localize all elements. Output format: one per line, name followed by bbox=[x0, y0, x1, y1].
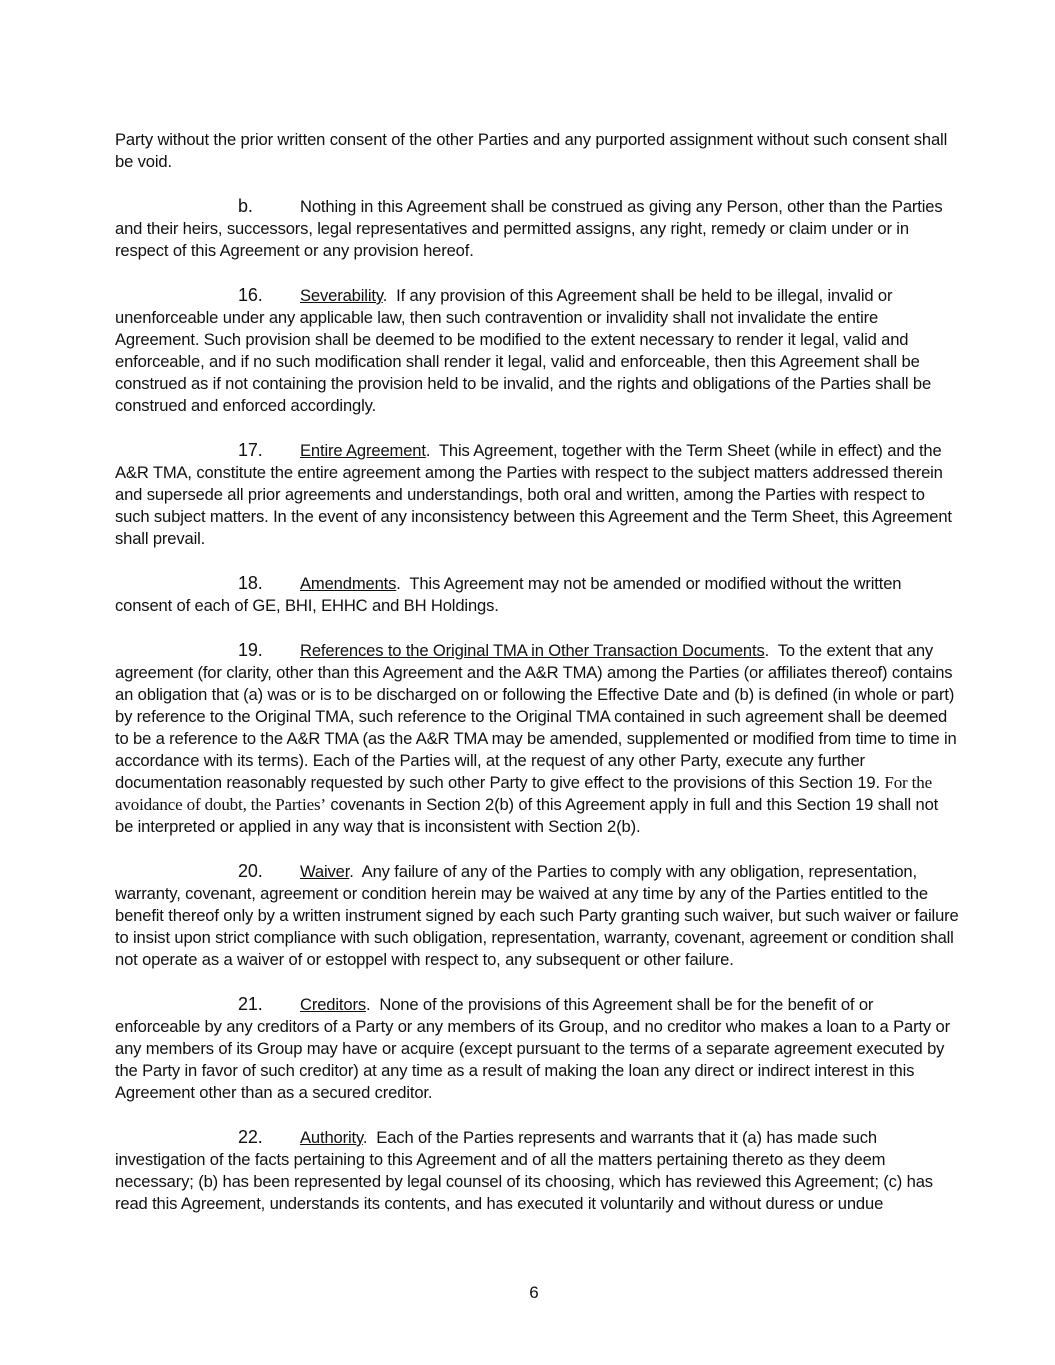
section-19: 19. References to the Original TMA in Other Transaction Documents. To the extent that any agreement (for clarity, other than this Agreement and the A&R TMA) among the Parties (or affiliates thereof) contains an obligation that (a) was or is to be discharged on or following the Effective Date and (b) is defined (in whole or part) by reference to the Original TMA, such reference to the Original TMA contained in such agreement shall be deemed to be a reference to the A&R TMA (as the A&R TMA may be amended, supplemented or modified from time to time in accordance with its terms). Each of the Parties will, at the request of any other Party, execute any further documentation reasonably requested by such other Party to give effect to the provisions of this Section 19. For the avoidance of doubt, the Parties’ covenants in Section 2(b) of this Agreement apply in full and this Section 19 shall not be interpreted or applied in any way that is inconsistent with Section 2(b). bbox=[115, 640, 957, 836]
section-text: This Agreement may not be amended or modified without the written consent of each of GE, BHI, EHHC and BH Holdings. bbox=[115, 574, 902, 615]
section-number: 20. bbox=[238, 861, 263, 881]
section-22: 22. Authority. Each of the Parties represents and warrants that it (a) has made such investigation of the facts pertaining to this Agreement and of all the matters pertaining thereto as they deem necessary; (b) has been represented by legal counsel of its choosing, which has reviewed this Agreement; (c) has read this Agreement, understands its contents, and has executed it voluntarily and without duress or undue bbox=[115, 1127, 933, 1213]
section-heading: References to the Original TMA in Other Transaction Documents bbox=[300, 641, 765, 660]
section-text-serif: For the avoidance of doubt, the Parties’ bbox=[115, 773, 932, 814]
section-heading: Waiver bbox=[300, 862, 350, 881]
section-20: 20. Waiver. Any failure of any of the Parties to comply with any obligation, representation, warranty, covenant, agreement or condition herein may be waived at any time by any of the Parties entitled to the benefit thereof only by a written instrument signed by each such Party granting such waiver, but such waiver or failure to insist upon strict compliance with such obligation, representation, warranty, covenant, agreement or condition shall not operate as a waiver of or estoppel with respect to, any subsequent or other failure. bbox=[115, 861, 959, 969]
page-number: 6 bbox=[529, 1283, 539, 1302]
section-number: 17. bbox=[238, 440, 263, 460]
section-text: To the extent that any agreement (for clarity, other than this Agreement and the A&R TMA) among the Parties (or affiliates thereof) contains an obligation that (a) was or is to be discharged on or following the Effective Date and (b) is defined (in whole or part) by reference to the Original TMA, such reference to the Original TMA contained in such agreement shall be deemed to be a reference to the A&R TMA (as the A&R TMA may be amended, supplemented or modified from time to time in accordance with its terms). Each of the Parties will, at the request of any other Party, execute any further documentation reasonably requested by such other Party to give effect to the provisions of this Section 19. bbox=[115, 641, 957, 792]
section-text: None of the provisions of this Agreement shall be for the benefit of or enforceable by any creditors of a Party or any members of its Group, and no creditor who makes a loan to a Party or any members of its Group may have or acquire (except pursuant to the terms of a separate agreement executed by the Party in favor of such creditor) at any time as a result of making the loan any direct or indirect interest in this Agreement other than as a secured creditor. bbox=[115, 995, 950, 1102]
section-number: 21. bbox=[238, 994, 263, 1014]
section-18: 18. Amendments. This Agreement may not be amended or modified without the written consent of each of GE, BHI, EHHC and BH Holdings. bbox=[115, 573, 902, 615]
section-number: 19. bbox=[238, 640, 263, 660]
section-number: 16. bbox=[238, 285, 263, 305]
section-number: 18. bbox=[238, 573, 263, 593]
section-text-tail: covenants in Section 2(b) of this Agreement apply in full and this Section 19 shall not be interpreted or applied in any way that is inconsistent with Section 2(b). bbox=[115, 795, 939, 836]
section-text: Each of the Parties represents and warrants that it (a) has made such investigation of the facts pertaining to this Agreement and of all the matters pertaining thereto as they deem necessary; (b) has been represented by legal counsel of its choosing, which has reviewed this Agreement; (c) has read this Agreement, understands its contents, and has executed it voluntarily and without duress or undue bbox=[115, 1128, 933, 1213]
section-16: 16. Severability. If any provision of this Agreement shall be held to be illegal, invalid or unenforceable under any applicable law, then such contravention or invalidity shall not invalidate the entire Agreement. Such provision shall be deemed to be modified to the extent necessary to render it legal, valid and enforceable, and if no such modification shall render it legal, valid and enforceable, then this Agreement shall be construed as if not containing the provision held to be invalid, and the rights and obligations of the Parties shall be construed and enforced accordingly. bbox=[115, 285, 932, 415]
section-17: 17. Entire Agreement. This Agreement, together with the Term Sheet (while in effect) and the A&R TMA, constitute the entire agreement among the Parties with respect to the subject matters addressed therein and supersede all prior agreements and understandings, both oral and written, among the Parties with respect to such subject matters. In the event of any inconsistency between this Agreement and the Term Sheet, this Agreement shall prevail. bbox=[115, 440, 952, 548]
paragraph-text: Nothing in this Agreement shall be construed as giving any Person, other than the Parties and their heirs, successors, legal representatives and permitted assigns, any right, remedy or claim under or in respect of this Agreement or any provision hereof. bbox=[115, 197, 943, 260]
section-text: If any provision of this Agreement shall be held to be illegal, invalid or unenforceable under any applicable law, then such contravention or invalidity shall not invalidate the entire Agreement. Such provision shall be deemed to be modified to the extent necessary to render it legal, valid and enforceable, and if no such modification shall render it legal, valid and enforceable, then this Agreement shall be construed as if not containing the provision held to be invalid, and the rights and obligations of the Parties shall be construed and enforced accordingly. bbox=[115, 286, 932, 415]
section-number: 22. bbox=[238, 1127, 263, 1147]
section-text: Any failure of any of the Parties to comply with any obligation, representation, warranty, covenant, agreement or condition herein may be waived at any time by any of the Parties entitled to the benefit thereof only by a written instrument signed by each such Party granting such waiver, but such waiver or failure to insist upon strict compliance with such obligation, representation, warranty, covenant, agreement or condition shall not operate as a waiver of or estoppel with respect to, any subsequent or other failure. bbox=[115, 862, 959, 969]
section-heading: Authority bbox=[300, 1128, 363, 1147]
section-heading: Entire Agreement bbox=[300, 441, 426, 460]
section-heading: Creditors bbox=[300, 995, 366, 1014]
document-body bbox=[115, 129, 960, 1237]
continuation-paragraph: Party without the prior written consent of the other Parties and any purported assignment without such consent shall be void. bbox=[115, 130, 948, 171]
section-21: 21. Creditors. None of the provisions of this Agreement shall be for the benefit of or enforceable by any creditors of a Party or any members of its Group, and no creditor who makes a loan to a Party or any members of its Group may have or acquire (except pursuant to the terms of a separate agreement executed by the Party in favor of such creditor) at any time as a result of making the loan any direct or indirect interest in this Agreement other than as a secured creditor. bbox=[115, 994, 950, 1102]
paragraph-number: b. bbox=[238, 196, 253, 216]
section-text: This Agreement, together with the Term Sheet (while in effect) and the A&R TMA, constitute the entire agreement among the Parties with respect to the subject matters addressed therein and supersede all prior agreements and understandings, both oral and written, among the Parties with respect to such subject matters. In the event of any inconsistency between this Agreement and the Term Sheet, this Agreement shall prevail. bbox=[115, 441, 952, 548]
paragraph-b bbox=[115, 195, 960, 262]
section-heading: Amendments bbox=[300, 574, 397, 593]
section-heading: Severability bbox=[300, 286, 383, 305]
